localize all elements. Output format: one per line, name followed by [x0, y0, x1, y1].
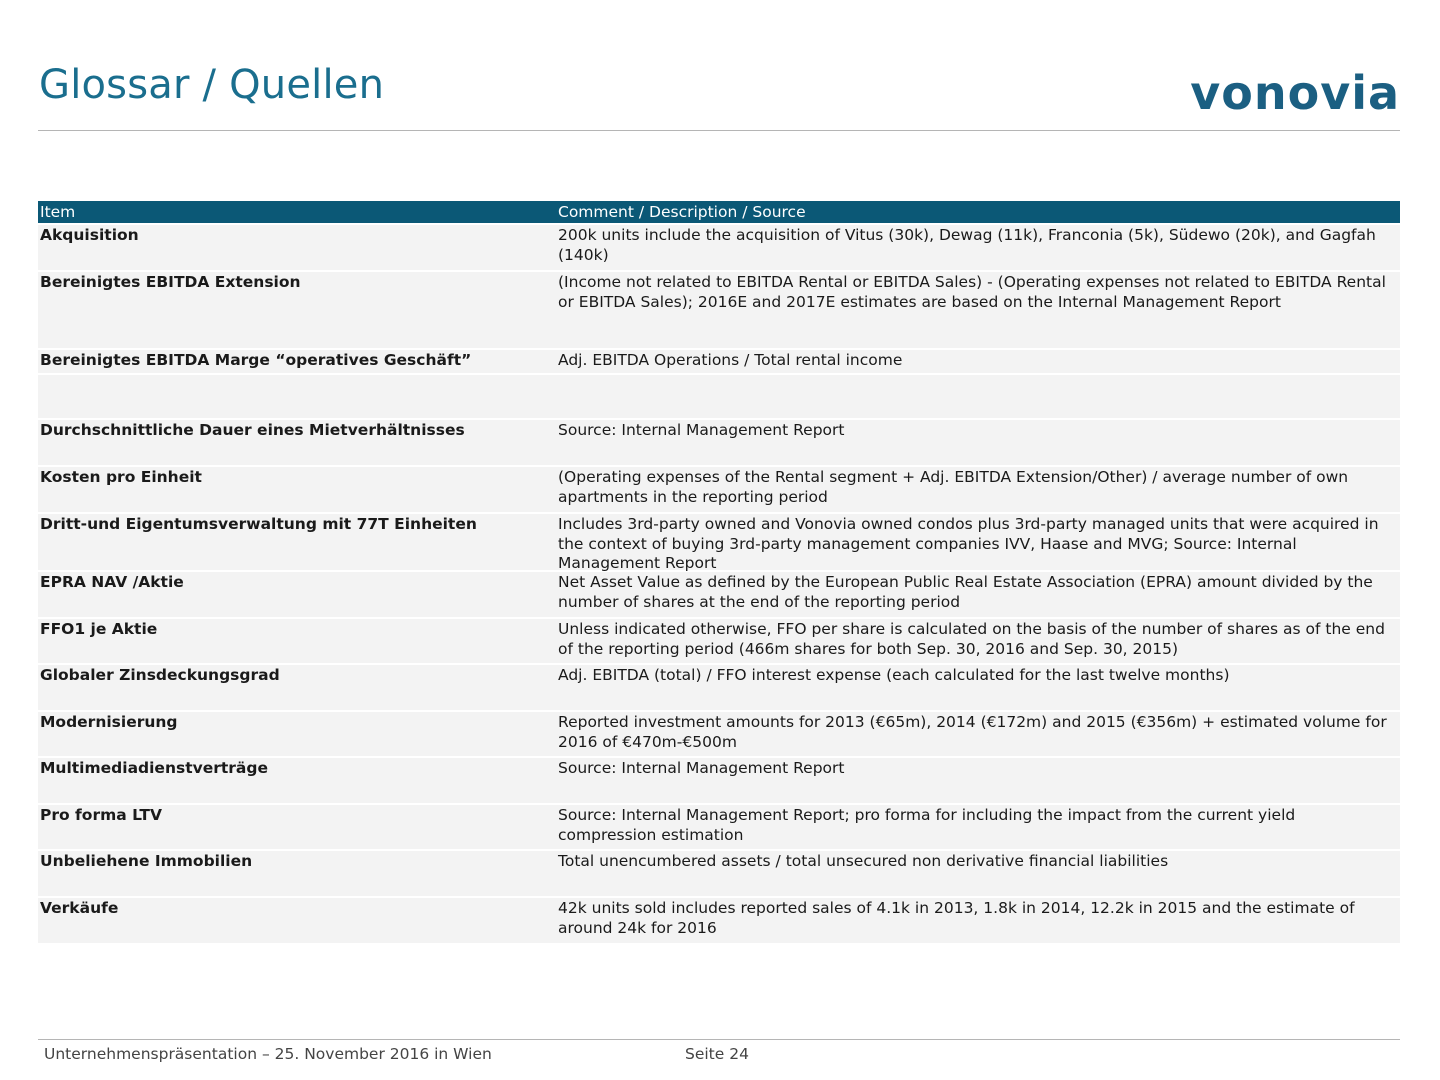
table-row	[38, 849, 1400, 896]
column-header-item: Item	[40, 203, 76, 221]
row-description: Source: Internal Management Report	[558, 421, 845, 439]
table-row	[38, 617, 1400, 663]
row-item: Verkäufe	[40, 899, 119, 917]
row-item: FFO1 je Aktie	[40, 620, 158, 638]
row-item: Bereinigtes EBITDA Marge “operatives Geschäft”	[40, 351, 472, 369]
row-item: Kosten pro Einheit	[40, 468, 202, 486]
table-header	[38, 201, 1400, 223]
glossary-table	[38, 201, 1400, 943]
row-description: Reported investment amounts for 2013 (€65m), 2014 (€172m) and 2015 (€356m) + estimated volume for 2016 of €470m-€500m	[558, 713, 1387, 751]
row-item: Pro forma LTV	[40, 806, 162, 824]
row-description: Unless indicated otherwise, FFO per share is calculated on the basis of the number of shares as of the end of the reporting period (466m shares for both Sep. 30, 2016 and Sep. 30, 2015)	[558, 620, 1385, 658]
row-description: Total unencumbered assets / total unsecured non derivative financial liabilities	[558, 852, 1169, 870]
row-description: Adj. EBITDA Operations / Total rental income	[558, 351, 903, 369]
row-item	[38, 376, 556, 418]
row-description: (Operating expenses of the Rental segment + Adj. EBITDA Extension/Other) / average number of own apartments in the reporting period	[558, 468, 1349, 506]
row-item: Globaler Zinsdeckungsgrad	[40, 666, 280, 684]
table-row	[38, 710, 1400, 756]
table-row	[38, 803, 1400, 849]
row-item: Modernisierung	[40, 713, 178, 731]
row-item: Akquisition	[40, 226, 139, 244]
row-description: Adj. EBITDA (total) / FFO interest expense (each calculated for the last twelve months)	[558, 666, 1230, 684]
row-item: Bereinigtes EBITDA Extension	[40, 273, 301, 291]
table-row	[38, 418, 1400, 465]
table-row	[38, 465, 1400, 512]
row-item: EPRA NAV /Aktie	[40, 573, 184, 591]
bottom-divider	[38, 1039, 1400, 1040]
vonovia-logo: vonovia	[1190, 66, 1400, 120]
row-description: Source: Internal Management Report	[558, 759, 845, 777]
table-row	[38, 348, 1400, 373]
page-title: Glossar / Quellen	[39, 62, 385, 108]
column-header-description: Comment / Description / Source	[558, 203, 806, 221]
row-description	[556, 376, 1400, 418]
table-row	[38, 663, 1400, 710]
table-row	[38, 270, 1400, 348]
table-row	[38, 570, 1400, 617]
table-row	[38, 512, 1400, 570]
row-item: Multimediadienstverträge	[40, 759, 268, 777]
table-row	[38, 756, 1400, 803]
row-description: Net Asset Value as defined by the European Public Real Estate Association (EPRA) amount divided by the number of shares at the end of the reporting period	[558, 573, 1373, 611]
footer-page-number: Seite 24	[685, 1045, 749, 1063]
footer-presentation-info: Unternehmenspräsentation – 25. November 2016 in Wien	[44, 1045, 492, 1063]
row-description: Includes 3rd-party owned and Vonovia owned condos plus 3rd-party managed units that were acquired in the context of buying 3rd-party management companies IVV, Haase and MVG; Source: Internal Management Report	[558, 515, 1379, 572]
row-description: Source: Internal Management Report; pro forma for including the impact from the current yield compression estimation	[558, 806, 1296, 844]
row-item: Unbeliehene Immobilien	[40, 852, 253, 870]
row-description: 42k units sold includes reported sales of 4.1k in 2013, 1.8k in 2014, 12.2k in 2015 and the estimate of around 24k for 2016	[558, 899, 1355, 937]
table-row	[38, 373, 1400, 418]
row-item: Durchschnittliche Dauer eines Mietverhältnisses	[40, 421, 465, 439]
table-row	[38, 896, 1400, 943]
row-description: 200k units include the acquisition of Vitus (30k), Dewag (11k), Franconia (5k), Südewo (20k), and Gagfah (140k)	[558, 226, 1376, 264]
row-item: Dritt-und Eigentumsverwaltung mit 77T Einheiten	[40, 515, 477, 533]
table-row	[38, 223, 1400, 270]
row-description: (Income not related to EBITDA Rental or EBITDA Sales) - (Operating expenses not related to EBITDA Rental or EBITDA Sales); 2016E and 2017E estimates are based on the Internal Management Report	[558, 273, 1386, 311]
top-divider	[38, 130, 1400, 131]
